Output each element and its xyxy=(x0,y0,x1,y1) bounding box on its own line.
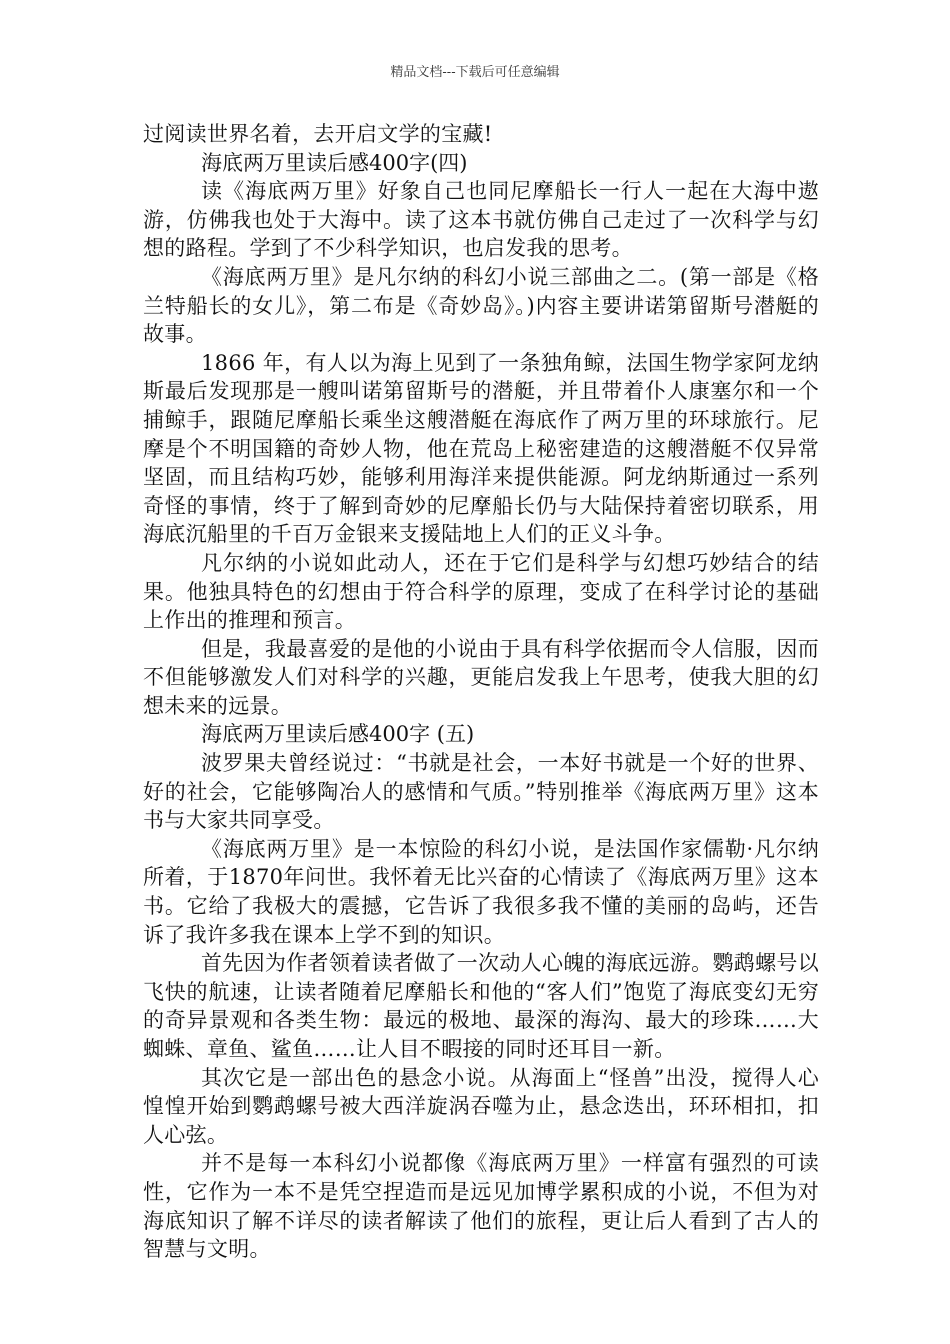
section-heading-4: 海底两万里读后感400字(四) xyxy=(201,150,468,175)
paragraph: 1866 年，有人以为海上见到了一条独角鲸，法国生物学家阿龙纳斯最后发现那是一艘叫诺第留斯号的潜艇，并且带着仆人康塞尔和一个捕鲸手，跟随尼摩船长乘坐这艘潜艇在海底作了两万里的环球旅行。尼摩是个不明国籍的奇妙人物，他在荒岛上秘密建造的这艘潜艇不仅异常坚固，而且结构巧妙，能够利用海洋来提供能源。阿龙纳斯通过一系列奇怪的事情，终于了解到奇妙的尼摩船长仍与大陆保持着密切联系，用海底沉船里的千百万金银来支援陆地上人们的正义斗争。 xyxy=(143,350,819,547)
paragraph-intro-end: 过阅读世界名着，去开启文学的宝藏! xyxy=(143,122,493,146)
paragraph: 但是，我最喜爱的是他的小说由于具有科学依据而令人信服，因而不但能够激发人们对科学的兴趣，更能启发我上午思考，使我大胆的幻想未来的远景。 xyxy=(143,636,819,718)
paragraph: 《海底两万里》是凡尔纳的科幻小说三部曲之二。(第一部是《格兰特船长的女儿》，第二布是《奇妙岛》。)内容主要讲诺第留斯号潜艇的故事。 xyxy=(143,264,819,347)
paragraph: 并不是每一本科幻小说都像《海底两万里》一样富有强烈的可读性，它作为一本不是凭空捏造而是远见加博学累积成的小说，不但为对海底知识了解不详尽的读者解读了他们的旅程，更让后人看到了古人的智慧与文明。 xyxy=(143,1151,819,1262)
paragraph: 其次它是一部出色的悬念小说。从海面上“怪兽”出没，搅得人心惶惶开始到鹦鹉螺号被大西洋旋涡吞噬为止，悬念迭出，环环相扣，扣人心弦。 xyxy=(143,1065,819,1147)
paragraph: 首先因为作者领着读者做了一次动人心魄的海底远游。鹦鹉螺号以飞快的航速，让读者随着尼摩船长和他的“客人们”饱览了海底变幻无穷的奇异景观和各类生物：最远的极地、最深的海沟、最大的珍珠……大蜘蛛、章鱼、鲨鱼……让人目不暇接的同时还耳目一新。 xyxy=(143,951,819,1061)
paragraph: 波罗果夫曾经说过：“书就是社会，一本好书就是一个好的世界、好的社会，它能够陶冶人的感情和气质。”特别推举《海底两万里》这本书与大家共同享受。 xyxy=(143,751,819,833)
document-body xyxy=(143,120,819,1264)
paragraph: 凡尔纳的小说如此动人，还在于它们是科学与幻想巧妙结合的结果。他独具特色的幻想由于符合科学的原理，变成了在科学讨论的基础上作出的推理和预言。 xyxy=(143,550,819,633)
section-heading-5: 海底两万里读后感400字 (五) xyxy=(201,722,475,747)
page-header: 精品文档---下载后可任意编辑 xyxy=(390,65,560,80)
paragraph: 《海底两万里》是一本惊险的科幻小说，是法国作家儒勒·凡尔纳所着，于1870年问世。我怀着无比兴奋的心情读了《海底两万里》这本书。它给了我极大的震撼，它告诉了我很多我不懂的美丽的岛屿，还告诉了我许多我在课本上学不到的知识。 xyxy=(143,836,819,947)
paragraph: 读《海底两万里》好象自己也同尼摩船长一行人一起在大海中遨游，仿佛我也处于大海中。读了这本书就仿佛自己走过了一次科学与幻想的路程。学到了不少科学知识，也启发我的思考。 xyxy=(143,179,819,261)
